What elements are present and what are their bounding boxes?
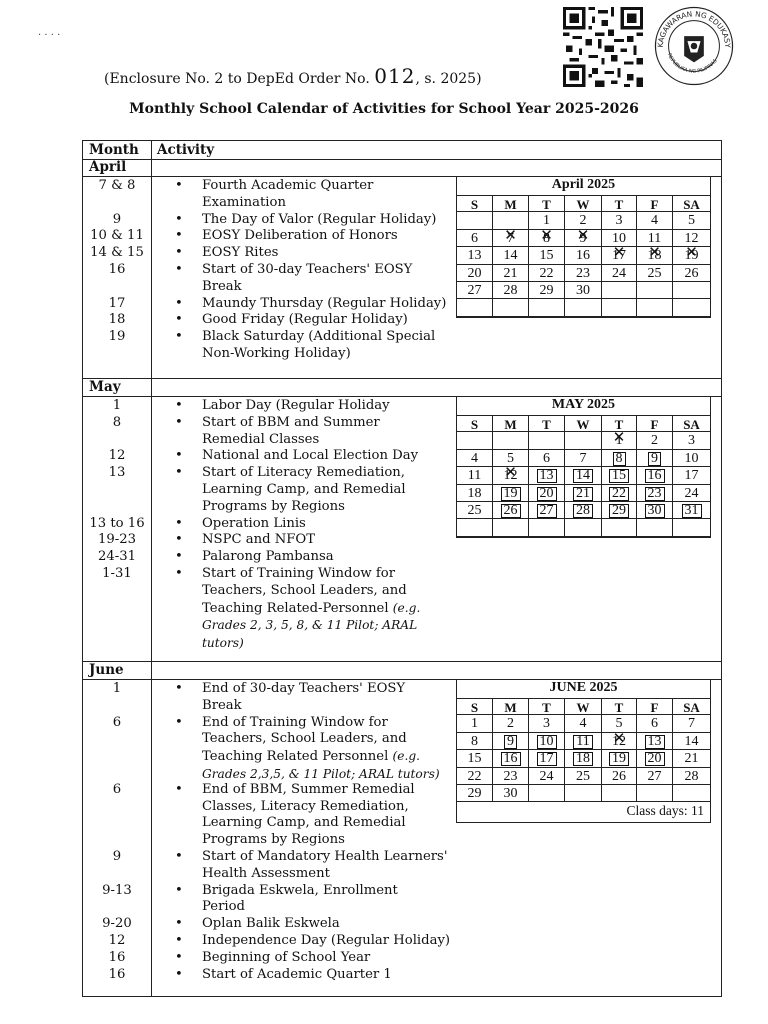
calendar-day: 26: [673, 265, 710, 282]
day-box-mark: 17: [537, 752, 557, 766]
activity-note: tutors): [202, 636, 244, 651]
calendar-day: 22: [457, 768, 493, 785]
calendar-day: 15: [529, 247, 565, 264]
activity-date: 1-31: [102, 566, 132, 581]
calendar-day: [637, 519, 673, 536]
activity-date: 18: [108, 312, 126, 328]
calendar-day: [637, 502, 673, 519]
day-box-mark: 22: [609, 487, 629, 501]
weekday-header: T: [602, 195, 637, 212]
calendar-day: 13: [457, 247, 493, 264]
calendar-day: 26: [602, 768, 637, 785]
activity-note: Grades 2, 3, 5, 8, & 11 Pilot; ARAL: [202, 618, 418, 633]
activity-text: Start of Academic Quarter 1: [202, 966, 392, 982]
calendar-title: April 2025: [551, 177, 616, 192]
month-label: June: [89, 662, 124, 678]
page-title: Monthly School Calendar of Activities for School Year 2025-2026: [129, 101, 639, 117]
calendar-day: [602, 282, 637, 299]
deped-seal-icon: [653, 5, 735, 87]
bullet-icon: •: [175, 916, 183, 932]
calendar-day: [673, 247, 710, 264]
activity-date: 16: [108, 966, 126, 982]
calendar-day: [493, 432, 529, 449]
activity-date: 6: [112, 714, 122, 730]
calendar-day: 30: [493, 785, 529, 802]
day-cross-mark: 9 ✕: [580, 230, 587, 247]
calendar-day: 29: [529, 282, 565, 299]
day-box-mark: 27: [537, 504, 557, 518]
calendar-day: [493, 502, 529, 519]
calendar-day: [457, 212, 493, 229]
calendar-day: 2: [565, 212, 602, 229]
activity-date: 1: [112, 398, 122, 413]
calendar-day: 27: [457, 282, 493, 299]
activity-note: (e.g.: [392, 600, 421, 615]
activity-text: Maundy Thursday (Regular Holiday): [202, 295, 447, 311]
calendar-day: 5: [493, 450, 529, 467]
day-box-mark: 16: [645, 469, 665, 483]
activity-text: Start of Training Window for Teachers, School Leaders, and Teaching Related-Personnel (e.g. Grades 2, 3, 5, 8, & 11 Pilot; ARAL tutors): [202, 566, 421, 651]
month-column-header: Month: [89, 142, 139, 158]
calendar-day: [637, 450, 673, 467]
calendar-day: 29: [457, 785, 493, 802]
bullet-icon: •: [175, 295, 183, 311]
calendar-day: [565, 785, 602, 802]
day-box-mark: 16: [501, 752, 521, 766]
weekday-header: T: [529, 195, 565, 212]
calendar-day: [637, 750, 673, 767]
bullet-icon: •: [175, 515, 183, 531]
bullet-icon: •: [175, 228, 183, 244]
calendar-day: [637, 247, 673, 264]
activity-date: 9: [112, 211, 122, 227]
calendar-day: [637, 485, 673, 502]
section-divider: [83, 378, 721, 379]
calendar-day: [529, 299, 565, 316]
month-section-may: [83, 379, 721, 662]
month-section-april: [83, 159, 721, 379]
calendar-day: 1: [457, 715, 493, 732]
activity-date: 19-23: [97, 532, 137, 548]
bullet-icon: •: [175, 178, 183, 193]
weekday-header: T: [529, 698, 565, 715]
month-label: May: [89, 379, 121, 395]
bullet-icon: •: [175, 448, 183, 464]
weekday-header: W: [565, 698, 602, 715]
month-label: April: [89, 159, 127, 175]
calendar-day: 25: [565, 768, 602, 785]
activity-date: 19: [108, 329, 126, 345]
section-divider: [83, 661, 721, 662]
day-box-mark: 8: [613, 452, 626, 466]
qr-code-icon: [563, 7, 643, 87]
day-box-mark: 28: [573, 504, 593, 518]
bullet-icon: •: [175, 549, 183, 565]
activity-date: 16: [108, 949, 126, 965]
activity-text: Oplan Balik Eskwela: [202, 916, 340, 932]
activity-text: Start of 30-day Teachers' EOSY Break: [202, 262, 413, 294]
day-cross-mark: 1 ✕: [616, 432, 623, 449]
day-box-mark: 18: [573, 752, 593, 766]
calendar-day: [493, 733, 529, 750]
activity-text: End of Training Window for Teachers, School Leaders, and Teaching Related Personnel (e.g. Grades 2,3,5, & 11 Pilot; ARAL tutors): [202, 714, 440, 781]
activity-note: (e.g.: [392, 749, 421, 764]
bullet-icon: •: [175, 949, 183, 965]
bullet-icon: •: [175, 211, 183, 227]
activity-text: End of BBM, Summer Remedial Classes, Literacy Remediation, Learning Camp, and Remedial Programs by Regions: [202, 781, 415, 848]
bullet-icon: •: [175, 329, 183, 345]
calendar-day: [602, 247, 637, 264]
calendar-day: [602, 432, 637, 449]
calendar-day: [637, 467, 673, 484]
day-box-mark: 23: [645, 487, 665, 501]
calendar-day: [673, 299, 710, 316]
calendar-day: [637, 282, 673, 299]
calendar-day: [637, 299, 673, 316]
calendar-day: [565, 432, 602, 449]
activity-date: 8: [112, 414, 122, 430]
weekday-header: F: [637, 698, 673, 715]
activity-date: 16: [108, 262, 126, 277]
activity-date: 12: [108, 933, 126, 948]
calendar-day: 24: [529, 768, 565, 785]
table-header: [83, 141, 721, 160]
activity-date: 17: [108, 295, 126, 311]
calendar-day: 6: [637, 715, 673, 732]
calendar-day: [602, 450, 637, 467]
calendar-day: [673, 785, 710, 802]
calendar-day: [529, 502, 565, 519]
calendar-day: [493, 519, 529, 536]
activity-date: 9: [112, 849, 122, 864]
calendar-day: 14: [673, 733, 710, 750]
bullet-icon: •: [175, 398, 183, 413]
weekday-header: SA: [673, 195, 710, 212]
calendar-day: 16: [565, 247, 602, 264]
calendar-day: 4: [565, 715, 602, 732]
bullet-icon: •: [175, 714, 183, 730]
activity-text: The Day of Valor (Regular Holiday): [202, 211, 437, 227]
calendar-day: [602, 467, 637, 484]
activity-date: 13: [108, 465, 126, 481]
day-box-mark: 9: [648, 452, 661, 466]
calendar-day: 21: [673, 750, 710, 767]
weekday-header: T: [602, 698, 637, 715]
weekday-header: S: [457, 698, 493, 715]
calendar-day: 5: [602, 715, 637, 732]
day-box-mark: 19: [609, 752, 629, 766]
activity-text: Start of Literacy Remediation, Learning Camp, and Remedial Programs by Regions: [202, 465, 406, 514]
calendar-day: 7: [673, 715, 710, 732]
day-box-mark: 31: [682, 504, 702, 518]
bullet-icon: •: [175, 781, 183, 797]
day-box-mark: 9: [504, 735, 517, 749]
calendar-day: [529, 733, 565, 750]
calendar-day: [602, 733, 637, 750]
calendar-day: 10: [602, 230, 637, 247]
calendar-day: 21: [493, 265, 529, 282]
calendar-day: 25: [637, 265, 673, 282]
calendar-title: MAY 2025: [551, 397, 616, 412]
day-box-mark: 30: [645, 504, 665, 518]
calendar-day: 4: [457, 450, 493, 467]
activity-date: 9-20: [102, 916, 132, 932]
bullet-icon: •: [175, 465, 183, 481]
mini-calendar-june: [456, 679, 711, 823]
activity-text: National and Local Election Day: [202, 448, 419, 464]
activity-date: 6: [112, 781, 122, 797]
day-box-mark: 15: [609, 469, 629, 483]
weekday-header: S: [457, 195, 493, 212]
calendar-day: [565, 733, 602, 750]
calendar-day: [602, 485, 637, 502]
day-cross-mark: 19 ✕: [685, 247, 699, 264]
calendar-day: [673, 502, 710, 519]
calendar-day: [493, 230, 529, 247]
calendar-day: [602, 502, 637, 519]
calendar-day: [457, 432, 493, 449]
day-cross-mark: 12 ✕: [612, 733, 626, 750]
bullet-icon: •: [175, 966, 183, 982]
enclosure-suffix: , s. 2025): [415, 71, 482, 87]
activity-note: Grades 2,3,5, & 11 Pilot; ARAL tutors): [202, 766, 440, 781]
calendar-day: 23: [493, 768, 529, 785]
calendar-day: 4: [637, 212, 673, 229]
bullet-icon: •: [175, 882, 183, 898]
enclosure-reference: [104, 64, 482, 88]
calendar-day: 11: [457, 467, 493, 484]
weekday-header: SA: [673, 698, 710, 715]
calendar-day: [565, 230, 602, 247]
calendar-day: [602, 785, 637, 802]
calendar-day: 23: [565, 265, 602, 282]
activity-text: NSPC and NFOT: [202, 532, 316, 548]
calendar-day: 28: [493, 282, 529, 299]
activity-text: Start of BBM and Summer Remedial Classes: [202, 414, 380, 447]
calendar-day: 10: [673, 450, 710, 467]
activity-text: Brigada Eskwela, Enrollment Period: [202, 882, 398, 915]
bullet-icon: •: [175, 933, 183, 948]
calendar-day: 25: [457, 502, 493, 519]
calendar-day: 11: [637, 230, 673, 247]
day-box-mark: 10: [537, 735, 557, 749]
calendar-day: [565, 485, 602, 502]
calendar-day: [493, 467, 529, 484]
mini-calendar-may: [456, 396, 711, 538]
activity-text: Black Saturday (Additional Special Non-Working Holiday): [202, 329, 436, 361]
calendar-day: 15: [457, 750, 493, 767]
day-cross-mark: 12 ✕: [504, 467, 518, 484]
day-cross-mark: 7 ✕: [507, 230, 514, 247]
activity-text: Operation Linis: [202, 515, 306, 531]
class-days-count: Class days: 11: [626, 803, 704, 819]
calendar-day: 7: [565, 450, 602, 467]
calendar-day: 24: [602, 265, 637, 282]
day-box-mark: 20: [537, 487, 557, 501]
activity-text: Fourth Academic Quarter Examination: [202, 178, 374, 210]
calendar-day: 27: [637, 768, 673, 785]
calendar-day: 3: [673, 432, 710, 449]
calendar-day: 30: [565, 282, 602, 299]
activity-text: Beginning of School Year: [202, 949, 371, 965]
calendar-day: 6: [529, 450, 565, 467]
weekday-header: SA: [673, 415, 710, 432]
activity-text: Start of Mandatory Health Learners' Health Assessment: [202, 849, 448, 881]
calendar-day: 3: [529, 715, 565, 732]
calendar-day: [529, 432, 565, 449]
calendar-day: [529, 519, 565, 536]
day-box-mark: 26: [501, 504, 521, 518]
calendar-day: 8: [457, 733, 493, 750]
calendar-title: JUNE 2025: [549, 680, 618, 695]
calendar-day: 17: [673, 467, 710, 484]
activity-date: 7 & 8: [98, 178, 136, 193]
calendar-day: [493, 299, 529, 316]
bullet-icon: •: [175, 532, 183, 548]
calendar-day: 2: [493, 715, 529, 732]
calendar-day: [529, 230, 565, 247]
activity-text: EOSY Rites: [202, 245, 279, 261]
activity-column-header: Activity: [157, 142, 215, 158]
calendar-day: [457, 299, 493, 316]
weekday-header: W: [565, 415, 602, 432]
svg-text:KAGAWARAN NG EDUKASYON: KAGAWARAN NG EDUKASY: [655, 9, 733, 48]
activity-date: 12: [108, 448, 126, 464]
activity-text: Palarong Pambansa: [202, 549, 334, 565]
activity-date: 1: [112, 681, 122, 696]
weekday-header: T: [529, 415, 565, 432]
weekday-header: S: [457, 415, 493, 432]
calendar-day: 20: [457, 265, 493, 282]
mini-calendar-april: [456, 176, 711, 318]
svg-text:REPUBLIKA NG PILIPINAS: REPUBLIKA NG PILIPINAS: [665, 52, 719, 75]
day-cross-mark: 18 ✕: [648, 247, 662, 264]
weekday-header: M: [493, 415, 529, 432]
calendar-day: 5: [673, 212, 710, 229]
weekday-header: W: [565, 195, 602, 212]
activity-text: Labor Day (Regular Holiday: [202, 398, 390, 413]
calendar-day: 14: [493, 247, 529, 264]
calendar-day: [602, 750, 637, 767]
calendar-day: [529, 485, 565, 502]
calendar-day: [457, 519, 493, 536]
day-box-mark: 29: [609, 504, 629, 518]
calendar-day: 3: [602, 212, 637, 229]
calendar-day: [565, 519, 602, 536]
calendar-day: [637, 733, 673, 750]
calendar-day: [529, 467, 565, 484]
day-cross-mark: 8 ✕: [543, 230, 550, 247]
calendar-day: [565, 750, 602, 767]
bullet-icon: •: [175, 312, 183, 328]
calendar-day: 2: [637, 432, 673, 449]
weekday-header: M: [493, 195, 529, 212]
day-box-mark: 11: [573, 735, 592, 749]
activity-text: EOSY Deliberation of Honors: [202, 228, 398, 244]
calendar-day: 6: [457, 230, 493, 247]
day-box-mark: 20: [645, 752, 665, 766]
calendar-day: [529, 750, 565, 767]
day-cross-mark: 17 ✕: [612, 247, 626, 264]
calendar-day: 28: [673, 768, 710, 785]
calendar-day: [602, 519, 637, 536]
weekday-header: F: [637, 415, 673, 432]
calendar-day: [602, 299, 637, 316]
calendar-day: 22: [529, 265, 565, 282]
day-box-mark: 14: [573, 469, 593, 483]
activity-date: 13 to 16: [89, 515, 145, 531]
activity-text: Good Friday (Regular Holiday): [202, 312, 408, 328]
calendar-day: [637, 785, 673, 802]
activity-date: 10 & 11: [90, 228, 144, 244]
calendar-day: [565, 299, 602, 316]
bullet-icon: •: [175, 681, 183, 696]
calendar-day: [673, 282, 710, 299]
calendar-day: [673, 519, 710, 536]
day-box-mark: 13: [645, 735, 665, 749]
calendar-day: [493, 750, 529, 767]
calendar-day: [565, 502, 602, 519]
weekday-header: T: [602, 415, 637, 432]
bullet-icon: •: [175, 245, 183, 261]
bullet-icon: •: [175, 414, 183, 430]
enclosure-prefix: (Enclosure No. 2 to DepEd Order No.: [104, 71, 370, 87]
calendar-day: 12: [673, 230, 710, 247]
order-number: 012: [374, 64, 416, 88]
activity-text: Independence Day (Regular Holiday): [202, 933, 451, 948]
activity-date: 24-31: [97, 549, 137, 565]
calendar-day: 24: [673, 485, 710, 502]
weekday-header: F: [637, 195, 673, 212]
calendar-day: [529, 785, 565, 802]
calendar-day: 18: [457, 485, 493, 502]
bullet-icon: •: [175, 566, 183, 581]
bullet-icon: •: [175, 262, 183, 277]
month-section-june: [83, 662, 721, 996]
activity-date: 9-13: [102, 882, 132, 898]
scan-specks: · · · ·: [38, 30, 61, 41]
calendar-day: 1: [529, 212, 565, 229]
calendar-table: [82, 140, 722, 997]
activity-text: End of 30-day Teachers' EOSY Break: [202, 681, 406, 713]
activity-date: 14 & 15: [90, 245, 144, 261]
day-box-mark: 19: [501, 487, 521, 501]
calendar-day: [565, 467, 602, 484]
bullet-icon: •: [175, 849, 183, 864]
calendar-day: [493, 485, 529, 502]
day-box-mark: 21: [573, 487, 593, 501]
day-box-mark: 13: [537, 469, 557, 483]
weekday-header: M: [493, 698, 529, 715]
